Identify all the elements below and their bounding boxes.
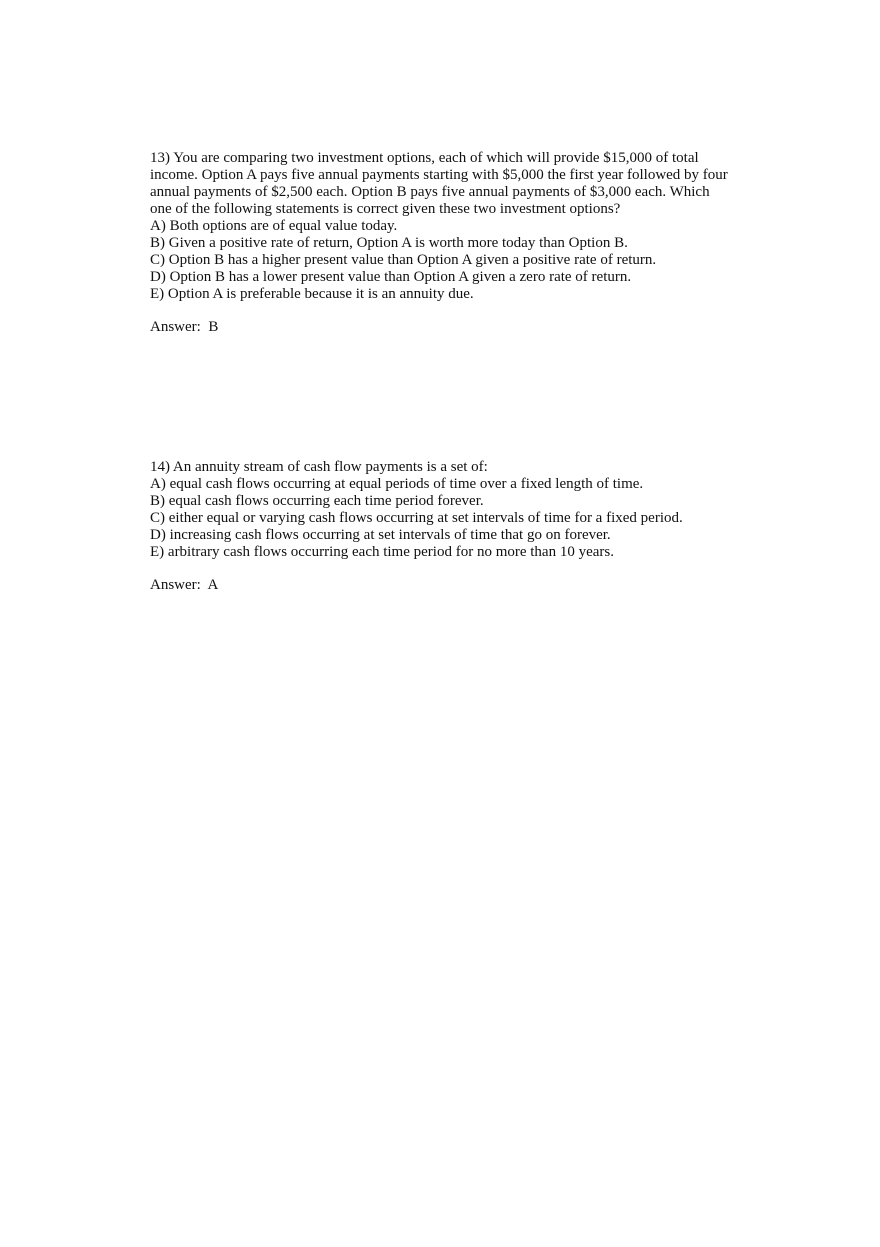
question-14-option-c: C) either equal or varying cash flows occurring at set intervals of time for a fixed period. xyxy=(150,510,683,526)
question-13-stem-line-1: 13) You are comparing two investment options, each of which will provide $15,000 of total xyxy=(150,150,699,166)
question-14-answer: Answer: A xyxy=(150,577,219,593)
question-14-option-b: B) equal cash flows occurring each time period forever. xyxy=(150,493,484,509)
question-13 xyxy=(150,150,750,336)
question-13-stem-line-4: one of the following statements is correct given these two investment options? xyxy=(150,201,621,217)
question-14-option-a: A) equal cash flows occurring at equal periods of time over a fixed length of time. xyxy=(150,476,644,492)
question-14-option-e: E) arbitrary cash flows occurring each time period for no more than 10 years. xyxy=(150,544,614,560)
question-13-option-b: B) Given a positive rate of return, Option A is worth more today than Option B. xyxy=(150,235,628,251)
question-14 xyxy=(150,459,750,594)
question-13-option-a: A) Both options are of equal value today. xyxy=(150,218,398,234)
question-14-stem-line-1: 14) An annuity stream of cash flow payments is a set of: xyxy=(150,459,488,475)
question-13-option-d: D) Option B has a lower present value than Option A given a zero rate of return. xyxy=(150,269,632,285)
question-13-stem-line-2: income. Option A pays five annual payments starting with $5,000 the first year followed by four xyxy=(150,167,728,183)
question-14-option-d: D) increasing cash flows occurring at set intervals of time that go on forever. xyxy=(150,527,611,543)
question-13-answer: Answer: B xyxy=(150,319,219,335)
question-13-stem-line-3: annual payments of $2,500 each. Option B pays five annual payments of $3,000 each. Which xyxy=(150,184,710,200)
question-13-option-e: E) Option A is preferable because it is an annuity due. xyxy=(150,286,474,302)
question-13-option-c: C) Option B has a higher present value than Option A given a positive rate of return. xyxy=(150,252,657,268)
